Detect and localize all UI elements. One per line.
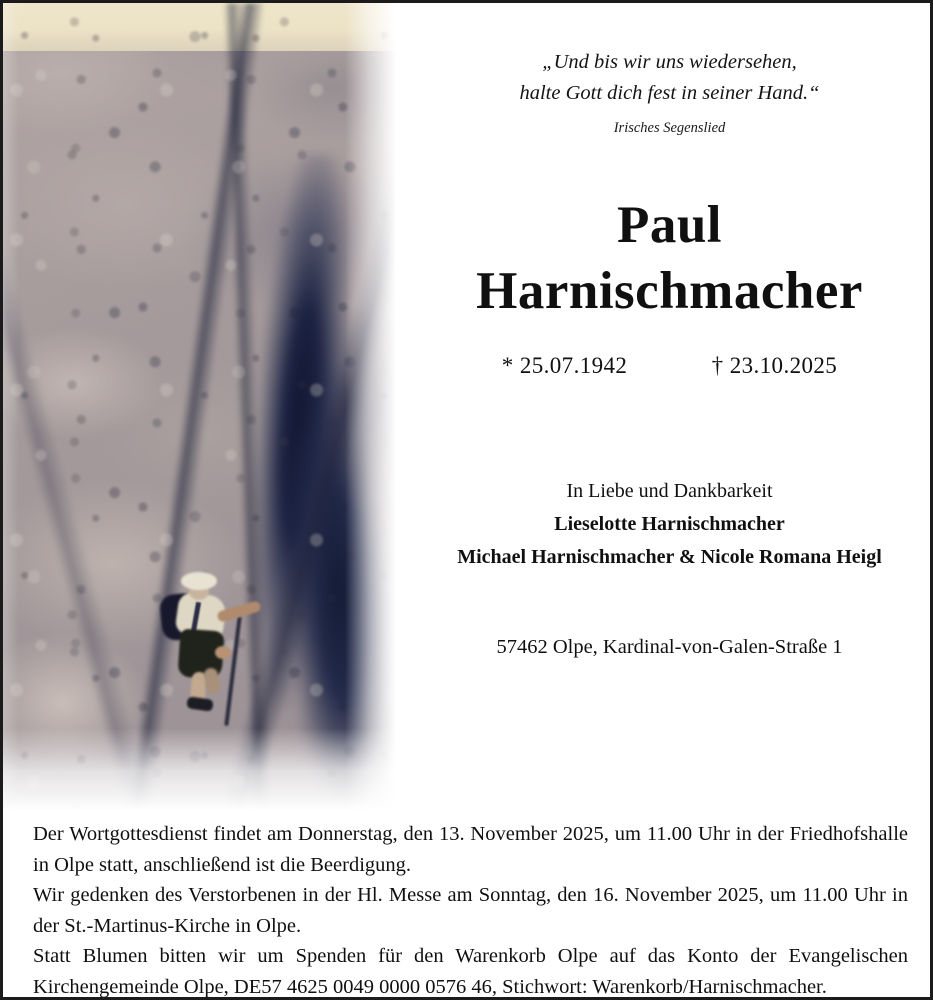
dedication-intro: In Liebe und Dankbarkeit — [566, 480, 773, 502]
mourner-primary: Lieselotte Harnischmacher — [554, 513, 785, 535]
memorial-photo — [3, 3, 403, 818]
quote-line-2: halte Gott dich fest in seiner Hand.“ — [519, 82, 820, 104]
memorial-quote — [403, 47, 933, 109]
family-address: 57462 Olpe, Kardinal-von-Galen-Straße 1 — [496, 636, 843, 658]
climber-hand — [215, 646, 231, 659]
photo-fade-bottom — [3, 728, 403, 818]
service-information — [33, 819, 908, 1000]
birth-date: * 25.07.1942 — [501, 353, 628, 378]
photo-fade-right — [345, 3, 403, 818]
quote-line-1: „Und bis wir uns wiedersehen, — [542, 51, 797, 73]
service-line-2: Wir gedenken des Verstorbenen in der Hl. Messe am Sonntag, den 16. November 2025, um 11.00 Uhr in der St.-Martinus-Kirche in Olpe. — [33, 884, 908, 937]
climber-hat — [181, 572, 217, 590]
deceased-dates — [403, 353, 933, 379]
quote-attribution: Irisches Segenslied — [613, 120, 726, 136]
memorial-text-column — [403, 3, 933, 818]
photo-fade-left — [3, 3, 19, 818]
climbing-rope — [224, 616, 241, 726]
mourner-secondary: Michael Harnischmacher & Nicole Romana Heigl — [457, 546, 882, 568]
dedication-block — [403, 475, 933, 574]
deceased-first-name: Paul — [616, 196, 723, 254]
service-line-3: Statt Blumen bitten wir um Spenden für den Warenkorb Olpe auf das Konto der Evangelischen Kirchengemeinde Olpe, DE57 4625 0049 0000 0576 46, Stichwort: Warenkorb/Harnischmacher. — [33, 945, 908, 998]
service-line-1: Der Wortgottesdienst findet am Donnerstag, den 13. November 2025, um 11.00 Uhr in der Friedhofshalle in Olpe statt, anschließend ist die Beerdigung. — [33, 823, 908, 876]
deceased-last-name: Harnischmacher — [476, 262, 863, 320]
death-date: † 23.10.2025 — [711, 353, 838, 378]
climber-figure — [153, 568, 273, 718]
climber-boot — [186, 696, 213, 712]
photo-canvas — [3, 3, 403, 818]
